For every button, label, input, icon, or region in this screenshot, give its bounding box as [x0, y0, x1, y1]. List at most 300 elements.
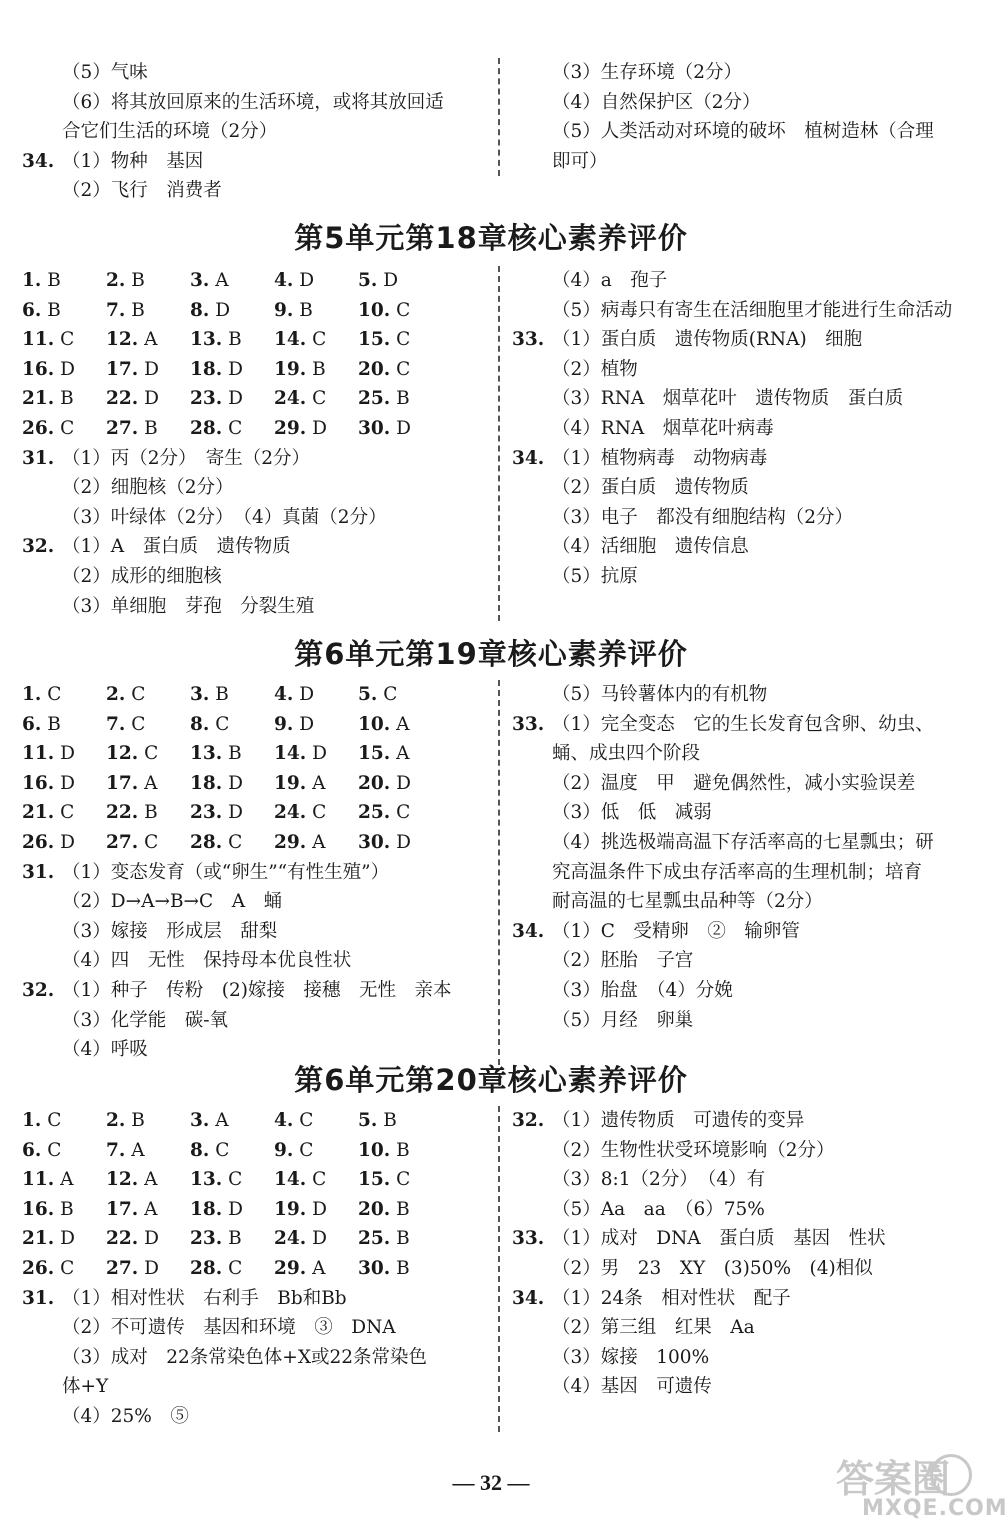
mc-answer [274, 414, 327, 444]
answer-line [512, 1372, 966, 1402]
question-number: 8. [190, 1139, 210, 1161]
mc-answer [274, 828, 325, 858]
mc-row [22, 1106, 492, 1136]
answer-text: （1）成对 DNA 蛋白质 基因 性状 [552, 1228, 886, 1250]
mc-answer [358, 296, 410, 326]
answer-line [22, 562, 492, 592]
answer-line: （5）气味 [62, 62, 148, 83]
answer-line: 合它们生活的环境（2分） [62, 121, 278, 143]
question-number: 12. [106, 743, 139, 765]
question-number: 32. [22, 979, 55, 1001]
answer-line [512, 1106, 966, 1136]
choice-letter: B [222, 329, 242, 351]
choice-letter: B [138, 802, 158, 824]
answer-line [512, 562, 966, 592]
choice-letter: C [306, 802, 327, 824]
question-number: 1. [22, 684, 42, 705]
choice-letter: C [390, 358, 411, 380]
answer-line [512, 1254, 966, 1284]
choice-letter: A [306, 1257, 326, 1279]
question-number: 2. [106, 270, 126, 291]
question-number: 31. [22, 447, 55, 469]
choice-letter: D [222, 358, 243, 380]
question-number: 11. [22, 743, 55, 765]
choice-letter: C [222, 417, 243, 439]
choice-letter: D [306, 417, 327, 439]
mc-answer [106, 710, 145, 740]
choice-letter: C [41, 684, 62, 705]
question-number: 20. [358, 1198, 391, 1220]
section-19-block [22, 680, 966, 1065]
question-number: 31. [22, 861, 55, 883]
left-column [22, 1106, 492, 1432]
mc-answer [106, 266, 145, 296]
mc-answer [274, 798, 326, 828]
choice-letter: C [390, 802, 411, 824]
answer-line [512, 355, 966, 385]
question-number: 22. [106, 388, 139, 410]
column-divider [498, 680, 500, 1065]
mc-answer [106, 1106, 145, 1136]
answer-line [22, 444, 492, 474]
answer-text: （4）活细胞 遗传信息 [552, 536, 749, 558]
choice-letter: C [377, 684, 398, 705]
mc-answer [22, 769, 75, 799]
choice-letter: D [138, 388, 159, 410]
answer-line [22, 1006, 492, 1036]
question-number: 21. [22, 388, 55, 410]
choice-letter: A [138, 1169, 158, 1191]
choice-letter: B [377, 1110, 397, 1131]
question-number: 34. [512, 447, 545, 469]
answer-text: （1）蛋白质 遗传物质(RNA) 细胞 [552, 329, 863, 351]
question-number: 17. [106, 1198, 139, 1220]
question-number: 30. [358, 1257, 391, 1279]
choice-letter: C [54, 1257, 75, 1279]
answer-text: （2）温度 甲 避免偶然性，减小实验误差 [552, 772, 916, 794]
question-number: 26. [22, 1257, 55, 1279]
choice-letter: C [125, 713, 146, 735]
question-number: 34. [512, 920, 545, 942]
mc-answer [274, 1254, 325, 1284]
choice-letter: B [125, 299, 145, 321]
mc-row [22, 1195, 492, 1225]
question-number: 19. [274, 772, 307, 794]
question-number: 6. [22, 299, 42, 321]
mc-answer [106, 325, 157, 355]
choice-letter: C [138, 831, 159, 853]
mc-row [22, 1224, 492, 1254]
choice-letter: D [54, 772, 75, 794]
question-number: 16. [22, 1198, 55, 1220]
answer-text: （3）RNA 烟草花叶 遗传物质 蛋白质 [552, 388, 904, 410]
choice-letter: C [306, 388, 327, 410]
mc-answer [190, 384, 243, 414]
question-number: 4. [274, 1110, 294, 1131]
mc-answer [190, 710, 229, 740]
choice-letter: C [138, 743, 159, 765]
mc-answer [190, 266, 229, 296]
choice-letter: C [125, 684, 146, 705]
choice-letter: D [54, 831, 75, 853]
mc-answer [190, 296, 230, 326]
mc-row [22, 710, 492, 740]
question-number: 1. [22, 1110, 42, 1131]
mc-answer [358, 325, 410, 355]
choice-letter: C [41, 1139, 62, 1161]
answer-text: （1）丙（2分） 寄生（2分） [62, 447, 311, 469]
question-number: 1. [22, 270, 42, 291]
choice-letter: D [138, 1228, 159, 1250]
choice-letter: B [138, 417, 158, 439]
answer-text: （4）四 无性 保持母本优良性状 [62, 950, 352, 972]
mc-row [22, 739, 492, 769]
question-number: 12. [106, 1169, 139, 1191]
question-number: 5. [358, 1110, 378, 1131]
question-number: 24. [274, 1228, 307, 1250]
mc-answer [106, 414, 158, 444]
mc-answer [22, 355, 75, 385]
answer-text: （3）嫁接 形成层 甜梨 [62, 920, 278, 942]
mc-answer [274, 1165, 326, 1195]
question-number: 9. [274, 299, 294, 321]
answer-text: （2）成形的细胞核 [62, 565, 222, 587]
question-number: 14. [274, 329, 307, 351]
mc-answer [22, 1165, 73, 1195]
question-number: 14. [274, 1169, 307, 1191]
choice-letter: A [54, 1169, 74, 1191]
choice-letter: A [138, 772, 158, 794]
question-number: 25. [358, 1228, 391, 1250]
question-number: 19. [274, 358, 307, 380]
answer-text: （3）低 低 减弱 [552, 802, 712, 824]
mc-answer [190, 1165, 242, 1195]
choice-letter: B [390, 1228, 410, 1250]
question-number: 32. [512, 1110, 545, 1131]
question-number: 5. [358, 684, 378, 705]
question-number: 21. [22, 1228, 55, 1250]
answer-text: （2）细胞核（2分） [62, 477, 234, 499]
answer-line [512, 710, 966, 740]
question-number: 9. [274, 713, 294, 735]
choice-letter: B [390, 1139, 410, 1161]
answer-text: （5）马铃薯体内的有机物 [552, 684, 768, 705]
question-number: 18. [190, 772, 223, 794]
choice-letter: C [293, 1139, 314, 1161]
answer-text: （5）抗原 [552, 565, 638, 587]
right-column [512, 266, 966, 592]
answer-text: （3）电子 都没有细胞结构（2分） [552, 506, 854, 528]
answer-line [512, 1006, 966, 1036]
mc-answer [358, 384, 410, 414]
top-left-column [22, 58, 492, 206]
choice-letter: D [222, 772, 243, 794]
answer-text: （2）生物性状受环境影响（2分） [552, 1139, 835, 1161]
mc-answer [358, 680, 397, 710]
mc-answer [274, 769, 325, 799]
answer-text: （1）物种 基因 [62, 150, 204, 172]
left-column [22, 266, 492, 621]
answer-line: 蛹、成虫四个阶段 [552, 743, 701, 765]
page-number: — 32 — [452, 1470, 530, 1495]
mc-answer [358, 739, 409, 769]
mc-answer [106, 355, 159, 385]
mc-answer [22, 384, 74, 414]
question-number: 29. [274, 831, 307, 853]
answer-text: （2）D→A→B→C A 蛹 [62, 891, 283, 913]
answer-line: （4）自然保护区（2分） [552, 91, 761, 113]
mc-answer [190, 1136, 229, 1166]
answer-text: （2）胚胎 子宫 [552, 950, 694, 972]
mc-answer [22, 1254, 74, 1284]
answer-text: （5）Aa aa （6）75% [552, 1198, 765, 1220]
question-number: 2. [106, 684, 126, 705]
mc-answer [358, 266, 398, 296]
question-number: 18. [190, 1198, 223, 1220]
choice-letter: D [209, 299, 231, 321]
answer-text: （1）种子 传粉 (2)嫁接 接穗 无性 亲本 [62, 979, 452, 1001]
mc-row [22, 1165, 492, 1195]
mc-answer [106, 680, 145, 710]
question-number: 4. [274, 270, 294, 291]
mc-answer [22, 266, 61, 296]
answer-text: （4）基因 可遗传 [552, 1376, 712, 1398]
question-number: 22. [106, 1228, 139, 1250]
mc-answer [22, 296, 61, 326]
question-number: 28. [190, 831, 223, 853]
question-number: 24. [274, 802, 307, 824]
mc-answer [358, 414, 411, 444]
left-column [22, 680, 492, 1065]
mc-answer [358, 355, 410, 385]
question-number: 18. [190, 358, 223, 380]
mc-answer [190, 1195, 243, 1225]
watermark-en: MXQE.COM [862, 1496, 1008, 1521]
answer-text: （3）单细胞 芽孢 分裂生殖 [62, 595, 315, 617]
answer-text: （4）a 孢子 [552, 270, 668, 291]
mc-answer [190, 355, 243, 385]
answer-text: （4）RNA 烟草花叶病毒 [552, 417, 774, 439]
question-number: 20. [358, 772, 391, 794]
answer-line: （6）将其放回原来的生活环境，或将其放回适 [62, 91, 444, 113]
mc-answer [274, 1195, 327, 1225]
answer-line [22, 1313, 492, 1343]
choice-letter: C [390, 329, 411, 351]
mc-row [22, 355, 492, 385]
column-divider [498, 1106, 500, 1432]
mc-answer [106, 1136, 145, 1166]
choice-letter: C [306, 329, 327, 351]
choice-letter: A [209, 1110, 229, 1131]
mc-answer [358, 828, 411, 858]
mc-answer [22, 739, 75, 769]
answer-text: （1）相对性状 右利手 Bb和Bb [62, 1287, 347, 1309]
question-number: 29. [274, 1257, 307, 1279]
answer-text: （1）植物病毒 动物病毒 [552, 447, 768, 469]
answer-line: （2）飞行 消费者 [62, 180, 222, 202]
mc-row [22, 266, 492, 296]
answer-line [512, 1165, 966, 1195]
mc-answer [106, 739, 158, 769]
choice-letter: B [54, 388, 74, 410]
answer-line [22, 976, 492, 1006]
choice-letter: D [390, 831, 411, 853]
watermark-cn: 答案圈 [836, 1457, 951, 1501]
mc-answer [106, 1224, 159, 1254]
mc-row [22, 828, 492, 858]
section-heading: 第5单元第18章核心素养评价 [294, 221, 688, 255]
question-number: 6. [22, 1139, 42, 1161]
mc-answer [22, 1195, 74, 1225]
question-number: 16. [22, 772, 55, 794]
mc-answer [106, 1165, 157, 1195]
mc-answer [22, 828, 75, 858]
question-number: 6. [22, 713, 42, 735]
answer-line: 耐高温的七星瓢虫品种等（2分） [552, 891, 823, 913]
answer-text: （1）A 蛋白质 遗传物质 [62, 536, 291, 558]
mc-answer [190, 828, 242, 858]
question-number: 13. [190, 1169, 223, 1191]
choice-letter: C [209, 1139, 230, 1161]
mc-answer [22, 414, 74, 444]
answer-line [512, 444, 966, 474]
choice-letter: D [306, 1228, 327, 1250]
choice-letter: B [306, 358, 326, 380]
choice-letter: D [306, 1198, 327, 1220]
answer-line [512, 1195, 966, 1225]
choice-letter: C [306, 1169, 327, 1191]
mc-answer [358, 1165, 410, 1195]
question-number: 10. [358, 713, 391, 735]
choice-letter: B [54, 1198, 74, 1220]
answer-line [512, 769, 966, 799]
mc-answer [358, 769, 411, 799]
answer-text: （2）植物 [552, 358, 638, 380]
choice-letter: B [125, 1110, 145, 1131]
question-number: 19. [274, 1198, 307, 1220]
question-number: 27. [106, 831, 139, 853]
answer-text: （2）男 23 XY (3)50% (4)相似 [552, 1257, 873, 1279]
answer-text: （3）8:1（2分） （4）有 [552, 1169, 766, 1191]
choice-letter: C [54, 417, 75, 439]
top-right-column [512, 58, 966, 176]
mc-row [22, 414, 492, 444]
choice-letter: A [125, 1139, 145, 1161]
answer-line [512, 503, 966, 533]
question-number: 29. [274, 417, 307, 439]
answer-line [512, 828, 966, 858]
answer-line: （5）人类活动对环境的破坏 植树造林（合理 [552, 121, 934, 143]
question-number: 25. [358, 802, 391, 824]
watermark-logo [836, 1448, 1008, 1528]
mc-answer [274, 710, 314, 740]
mc-answer [358, 1224, 410, 1254]
answer-line [512, 473, 966, 503]
answer-line [22, 1402, 492, 1432]
mc-row [22, 384, 492, 414]
question-number: 7. [106, 299, 126, 321]
mc-row [22, 1136, 492, 1166]
mc-answer [190, 680, 229, 710]
mc-answer [106, 1195, 157, 1225]
choice-letter: D [293, 713, 315, 735]
answer-line [512, 266, 966, 296]
mc-answer [274, 266, 314, 296]
mc-row [22, 296, 492, 326]
question-number: 10. [358, 299, 391, 321]
mc-answer [274, 1106, 313, 1136]
mc-row [22, 1254, 492, 1284]
answer-line [512, 414, 966, 444]
answer-text: （3）成对 22条常染色体+X或22条常染色 [62, 1346, 428, 1368]
question-number: 15. [358, 743, 391, 765]
question-number: 8. [190, 299, 210, 321]
choice-letter: C [222, 1169, 243, 1191]
question-number: 14. [274, 743, 307, 765]
question-number: 34. [22, 150, 55, 172]
choice-letter: D [54, 358, 75, 380]
answer-line: 体+Y [62, 1376, 109, 1398]
mc-answer [22, 1136, 61, 1166]
mc-answer [22, 1106, 61, 1136]
answer-line [512, 976, 966, 1006]
answer-line: 究高温条件下成虫存活率高的生理机制；培育 [552, 861, 923, 883]
question-number: 12. [106, 329, 139, 351]
choice-letter: B [222, 1228, 242, 1250]
mc-answer [22, 710, 61, 740]
choice-letter: D [390, 417, 411, 439]
question-number: 17. [106, 358, 139, 380]
mc-answer [274, 1136, 313, 1166]
answer-line [22, 532, 492, 562]
choice-letter: B [390, 388, 410, 410]
choice-letter: C [222, 1257, 243, 1279]
answer-line [22, 1343, 492, 1373]
question-number: 3. [190, 270, 210, 291]
question-number: 31. [22, 1287, 55, 1309]
mc-answer [190, 1106, 229, 1136]
mc-answer [190, 1224, 242, 1254]
choice-letter: A [209, 270, 229, 291]
answer-text: （3）化学能 碳-氧 [62, 1009, 229, 1031]
answer-line [22, 858, 492, 888]
mc-answer [106, 798, 158, 828]
question-number: 16. [22, 358, 55, 380]
choice-letter: C [54, 329, 75, 351]
choice-letter: C [390, 299, 411, 321]
question-number: 20. [358, 358, 391, 380]
answer-line [22, 503, 492, 533]
answer-text: （1）完全变态 它的生长发育包含卵、幼虫、 [552, 713, 934, 735]
mc-answer [274, 384, 326, 414]
choice-letter: A [306, 831, 326, 853]
answer-text: （1）24条 相对性状 配子 [552, 1287, 791, 1309]
mc-answer [22, 798, 74, 828]
column-divider [498, 266, 500, 621]
question-number: 25. [358, 388, 391, 410]
mc-answer [106, 1254, 159, 1284]
choice-letter: A [306, 772, 326, 794]
question-number: 33. [512, 1228, 545, 1250]
right-column [512, 1106, 966, 1402]
question-number: 9. [274, 1139, 294, 1161]
answer-line [512, 1343, 966, 1373]
top-block [22, 58, 966, 206]
question-number: 26. [22, 417, 55, 439]
answer-text: （3）叶绿体（2分） （4）真菌（2分） [62, 506, 387, 528]
mc-row [22, 325, 492, 355]
answer-line [22, 473, 492, 503]
